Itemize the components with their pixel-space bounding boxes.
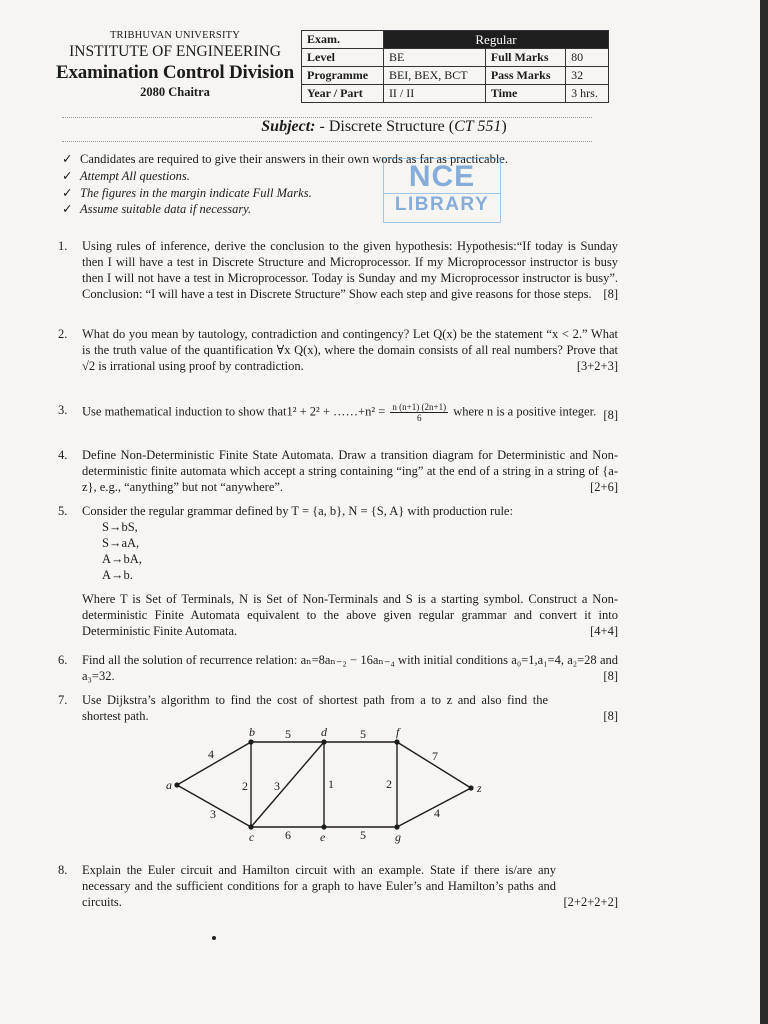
node-label: f <box>396 725 400 739</box>
time-label: Time <box>485 85 565 103</box>
level-label: Level <box>302 49 384 67</box>
fraction: $\frac{n (n+1) (2n+1)}{6}$ <box>392 402 447 423</box>
node-e-dot <box>321 824 326 829</box>
pass-marks-label: Pass Marks <box>485 67 565 85</box>
weighted-graph <box>165 722 495 847</box>
exam-label: Exam. <box>302 31 384 49</box>
edge-weight: 4 <box>434 806 440 820</box>
exam-row <box>302 31 609 49</box>
question-number: 3. <box>58 403 68 417</box>
node-z-dot <box>468 785 473 790</box>
question-marks: [8] <box>603 709 618 723</box>
full-marks-label: Full Marks <box>485 49 565 67</box>
full-marks-value: 80 <box>566 49 609 67</box>
question-number: 2. <box>58 327 68 341</box>
node-label: a <box>166 778 172 792</box>
production-rules <box>102 519 618 583</box>
edge-weight: 7 <box>432 749 438 763</box>
instruction-item: ✓ Attempt All questions. <box>62 168 190 183</box>
university-name: TRIBHUVAN UNIVERSITY <box>109 30 241 41</box>
node-a-dot <box>174 782 179 787</box>
exam-value: Regular <box>383 31 608 49</box>
edge-weight: 5 <box>285 727 291 741</box>
pass-marks-value: 32 <box>566 67 609 85</box>
edge-weight: 3 <box>274 779 280 793</box>
node-label: d <box>321 725 327 739</box>
question-number: 7. <box>58 693 68 707</box>
question-number: 8. <box>58 863 68 877</box>
question-text: Using rules of inference, derive the conclusion to the given hypothesis: Hypothesis:“If today is Sunday then I will have a test in Discrete Structure and Microprocessor. If my Microprocessor instructor is busy then I will not have a test in Microprocessor. Today is Sunday and my Microprocessor instructor is busy”. Conclusion: “I will have a test in Discrete Structure” Show each step and give reasons for those steps. <box>82 239 618 301</box>
node-label: z <box>477 781 482 795</box>
programme-value: BEI, BEX, BCT <box>383 67 485 85</box>
question-number: 1. <box>58 239 68 253</box>
edge-c-d <box>251 742 324 827</box>
edge-weight: 4 <box>208 747 214 761</box>
checkmark-icon: ✓ <box>62 152 73 166</box>
table-row <box>302 49 609 67</box>
table-row <box>302 85 609 103</box>
question-text: Explain the Euler circuit and Hamilton circuit with an example. State if there is/are any necessary and the sufficient conditions for a graph to have Euler’s and Hamilton’s paths and circuits. <box>82 863 556 909</box>
edge-weight: 1 <box>328 777 334 791</box>
node-label: e <box>320 830 326 844</box>
node-label: b <box>249 725 255 739</box>
checkmark-icon: ✓ <box>62 185 73 200</box>
question-4 <box>58 447 618 495</box>
question-marks: [2+2+2+2] <box>563 895 618 909</box>
question-3 <box>58 402 618 423</box>
subject-code: CT 551 <box>454 118 502 135</box>
instruction-item: ✓ Assume suitable data if necessary. <box>62 202 252 217</box>
question-marks: [2+6] <box>590 480 618 494</box>
time-value: 3 hrs. <box>566 85 609 103</box>
checkmark-icon: ✓ <box>62 202 73 217</box>
divider <box>62 141 592 142</box>
question-marks: [8] <box>603 669 618 683</box>
question-5 <box>58 503 618 639</box>
production-rule: A→b. <box>102 568 133 582</box>
subject-line <box>0 118 768 136</box>
node-label: c <box>249 830 255 844</box>
question-text: Use mathematical induction to show that1² + 2² + ……+n² = $\frac{n (n+1) (2n+1)}{6}$ where n is a positive integer. <box>82 402 597 423</box>
question-7 <box>58 692 618 724</box>
programme-label: Programme <box>302 67 384 85</box>
division-name: Examination Control Division <box>56 62 294 84</box>
node-f-dot <box>394 739 399 744</box>
header-block <box>50 30 300 99</box>
question-marks: [8] <box>603 408 618 422</box>
exam-info-table <box>301 30 609 103</box>
year-part-label: Year / Part <box>302 85 384 103</box>
scan-speck <box>212 936 216 940</box>
subject-text: - Discrete Structure ( <box>315 118 455 135</box>
question-text: What do you mean by tautology, contradiction and contingency? Let Q(x) be the statement “x < 2.” What is the truth value of the quantification ∀x Q(x), where the domain consists of all real numbers? Prove that √2 is irrational using proof by contradiction. <box>82 327 618 373</box>
table-row <box>302 67 609 85</box>
edge-weight: 5 <box>360 828 366 842</box>
exam-year: 2080 Chaitra <box>140 85 210 100</box>
question-number: 5. <box>58 504 68 518</box>
stamp-line-2: LIBRARY <box>384 193 500 216</box>
question-6 <box>58 652 618 684</box>
question-number: 6. <box>58 653 68 667</box>
institute-name: INSTITUTE OF ENGINEERING <box>69 43 281 61</box>
level-value: BE <box>383 49 485 67</box>
edge-weight: 3 <box>210 807 216 821</box>
question-number: 4. <box>58 448 68 462</box>
question-text: Use Dijkstra’s algorithm to find the cost of shortest path from a to z and also find the shortest path. <box>82 693 548 723</box>
edge-weight: 2 <box>386 777 392 791</box>
production-rule: A→bA, <box>102 552 142 566</box>
library-stamp <box>383 158 501 223</box>
edge-weight: 5 <box>360 727 366 741</box>
question-marks: [3+2+3] <box>576 359 618 373</box>
question-text-2: Where T is Set of Terminals, N is Set of Non-Terminals and S is a starting symbol. Construct a Non-deterministic Finite Automata equivalent to the above given regular grammar and convert it into Deterministic Finite Automata. <box>82 592 618 638</box>
question-text: Consider the regular grammar defined by T = {a, b}, N = {S, A} with production rule: <box>82 504 513 518</box>
instruction-item: ✓ Candidates are required to give their answers in their own words as far as practicable. <box>62 152 508 166</box>
node-g-dot <box>394 824 399 829</box>
instruction-item: ✓ The figures in the margin indicate Full Marks. <box>62 185 312 200</box>
subject-close: ) <box>501 118 507 135</box>
question-8 <box>58 862 618 910</box>
year-part-value: II / II <box>383 85 485 103</box>
stamp-line-1: NCE <box>408 160 476 193</box>
question-marks: [4+4] <box>590 624 618 638</box>
scan-edge <box>760 0 768 1024</box>
production-rule: S→aA, <box>102 536 140 550</box>
edge-weight: 6 <box>285 828 291 842</box>
question-marks: [8] <box>603 287 618 301</box>
checkmark-icon: ✓ <box>62 168 73 183</box>
question-1 <box>58 238 618 302</box>
question-text: Find all the solution of recurrence relation: aₙ=8aₙ₋₂ − 16aₙ₋₄ with initial conditions a₀=1,a₁=4, a₂=28 and a₃=32. <box>82 653 618 683</box>
production-rule: S→bS, <box>102 520 138 534</box>
subject-label: Subject: <box>261 118 316 135</box>
node-c-dot <box>248 824 253 829</box>
edge-a-b <box>177 742 251 785</box>
node-label: g <box>395 830 401 844</box>
question-2 <box>58 326 618 374</box>
node-d-dot <box>321 739 326 744</box>
question-text: Define Non-Deterministic Finite State Automata. Draw a transition diagram for Deterministic and Non-deterministic finite automata which accept a string containing “ing” at the end of a string in a string of {a-z}, e.g., “anything” but not “anywhere”. <box>82 448 618 494</box>
node-b-dot <box>248 739 253 744</box>
edge-weight: 2 <box>242 779 248 793</box>
